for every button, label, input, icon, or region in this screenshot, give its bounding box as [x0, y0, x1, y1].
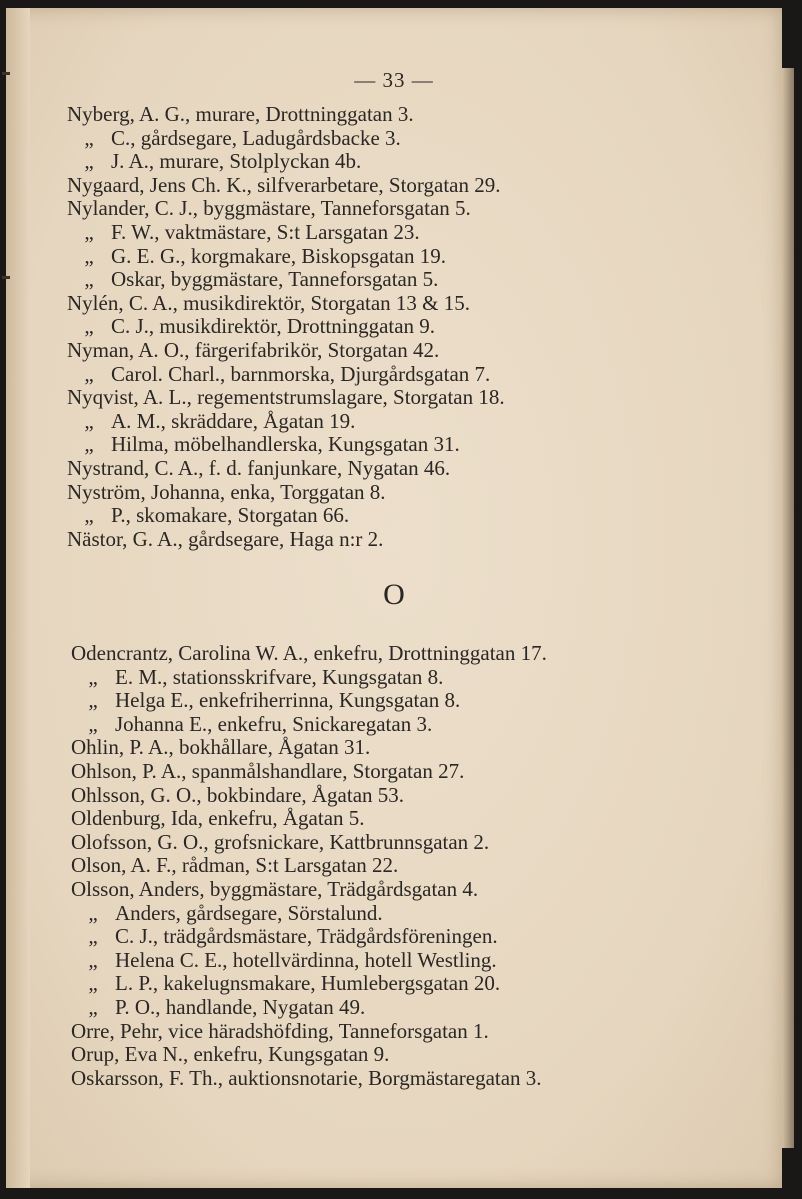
- directory-entry: [71, 1067, 547, 1091]
- entry-text: Nästor, G. A., gårdsegare, Haga n:r 2.: [67, 526, 384, 551]
- directory-entry: [67, 315, 505, 339]
- entry-text: Ohlson, P. A., spanmålshandlare, Storgatan 27.: [71, 758, 465, 783]
- directory-entry: [71, 902, 547, 926]
- entry-text: L. P., kakelugnsmakare, Humlebergsgatan 20.: [115, 971, 501, 996]
- ditto-mark: „: [84, 408, 94, 433]
- directory-entry: [67, 481, 505, 505]
- entry-text: Nyman, A. O., färgerifabrikör, Storgatan 42.: [67, 337, 440, 362]
- directory-entry: [71, 972, 547, 996]
- entry-text: Orre, Pehr, vice häradshöfding, Tanneforsgatan 1.: [71, 1018, 489, 1043]
- directory-entry: [67, 528, 505, 552]
- entry-text: Orup, Eva N., enkefru, Kungsgatan 9.: [71, 1042, 390, 1067]
- entry-text: G. E. G., korgmakare, Biskopsgatan 19.: [111, 243, 446, 268]
- ditto-mark: „: [84, 125, 94, 150]
- page-edge: [782, 68, 794, 1148]
- entry-text: C., gårdsegare, Ladugårdsbacke 3.: [111, 125, 401, 150]
- ditto-mark: „: [88, 971, 98, 996]
- entry-text: Nystrand, C. A., f. d. fanjunkare, Nygatan 46.: [67, 455, 451, 480]
- directory-entry: [67, 268, 505, 292]
- ditto-mark: „: [88, 994, 98, 1019]
- directory-entry: [67, 504, 505, 528]
- directory-entry: [71, 642, 547, 666]
- ditto-mark: „: [88, 664, 98, 689]
- ditto-mark: „: [84, 219, 94, 244]
- directory-entry: [71, 878, 547, 902]
- ditto-mark: „: [84, 432, 94, 457]
- entry-text: A. M., skräddare, Ågatan 19.: [111, 408, 356, 433]
- entry-text: Nylén, C. A., musikdirektör, Storgatan 13 & 15.: [67, 290, 470, 315]
- directory-entry: [67, 127, 505, 151]
- entry-text: E. M., stationsskrifvare, Kungsgatan 8.: [115, 664, 444, 689]
- directory-entry: [67, 433, 505, 457]
- directory-entry: [67, 386, 505, 410]
- entry-text: C. J., musikdirektör, Drottninggatan 9.: [111, 314, 436, 339]
- entry-text: Helga E., enkefriherrinna, Kungsgatan 8.: [115, 688, 461, 713]
- directory-entry: [71, 1020, 547, 1044]
- directory-entry: [67, 150, 505, 174]
- directory-entry: [71, 949, 547, 973]
- entry-text: Nyström, Johanna, enka, Torggatan 8.: [67, 479, 386, 504]
- entry-text: Odencrantz, Carolina W. A., enkefru, Drottninggatan 17.: [71, 641, 547, 665]
- entry-text: P. O., handlande, Nygatan 49.: [115, 994, 366, 1019]
- entry-text: Nyqvist, A. L., regementstrumslagare, Storgatan 18.: [67, 385, 505, 410]
- entry-text: F. W., vaktmästare, S:t Larsgatan 23.: [111, 219, 420, 244]
- directory-entry: [71, 736, 547, 760]
- entry-text: Nylander, C. J., byggmästare, Tanneforsgatan 5.: [67, 196, 471, 221]
- ditto-mark: „: [88, 924, 98, 949]
- directory-entry: [71, 925, 547, 949]
- directory-entry: [67, 363, 505, 387]
- ditto-mark: „: [84, 149, 94, 174]
- directory-entry: [71, 784, 547, 808]
- directory-entry: [71, 666, 547, 690]
- directory-entry: [71, 1043, 547, 1067]
- entry-text: Helena C. E., hotellvärdinna, hotell Westling.: [115, 947, 497, 972]
- entry-text: J. A., murare, Stolplyckan 4b.: [111, 149, 362, 174]
- entry-text: Carol. Charl., barnmorska, Djurgårdsgatan 7.: [111, 361, 491, 386]
- ditto-mark: „: [88, 947, 98, 972]
- entry-text: Olofsson, G. O., grofsnickare, Kattbrunnsgatan 2.: [71, 829, 490, 854]
- entry-text: Nyberg, A. G., murare, Drottninggatan 3.: [67, 102, 414, 126]
- directory-entry: [71, 760, 547, 784]
- directory-entry: [71, 854, 547, 878]
- directory-entry: [71, 689, 547, 713]
- entry-text: Hilma, möbelhandlerska, Kungsgatan 31.: [111, 432, 460, 457]
- directory-entry: [67, 339, 505, 363]
- ditto-mark: „: [88, 711, 98, 736]
- ditto-mark: „: [88, 900, 98, 925]
- section-letter-heading: O: [383, 578, 405, 611]
- ditto-mark: „: [84, 314, 94, 339]
- entry-text: Olsson, Anders, byggmästare, Trädgårdsgatan 4.: [71, 876, 479, 901]
- ditto-mark: „: [84, 243, 94, 268]
- ditto-mark: „: [84, 503, 94, 528]
- entry-text: Oldenburg, Ida, enkefru, Ågatan 5.: [71, 806, 365, 831]
- directory-entry: [67, 457, 505, 481]
- entry-text: Oskar, byggmästare, Tanneforsgatan 5.: [111, 267, 439, 292]
- directory-entry: [67, 103, 505, 127]
- directory-entry: [67, 292, 505, 316]
- directory-entry: [67, 174, 505, 198]
- entry-text: Anders, gårdsegare, Sörstalund.: [115, 900, 383, 925]
- directory-section-n: [67, 103, 505, 551]
- entry-text: C. J., trädgårdsmästare, Trädgårdsföreningen.: [115, 924, 498, 949]
- ditto-mark: „: [84, 267, 94, 292]
- margin-mark: [2, 276, 10, 279]
- directory-entry: [67, 410, 505, 434]
- directory-entry: [71, 713, 547, 737]
- directory-entry: [67, 221, 505, 245]
- book-page: [6, 8, 782, 1188]
- entry-text: P., skomakare, Storgatan 66.: [111, 503, 350, 528]
- entry-text: Olson, A. F., rådman, S:t Larsgatan 22.: [71, 853, 399, 878]
- directory-entry: [71, 807, 547, 831]
- directory-entry: [71, 996, 547, 1020]
- entry-text: Johanna E., enkefru, Snickaregatan 3.: [115, 711, 433, 736]
- page-number: — 33 —: [354, 68, 434, 92]
- entry-text: Ohlin, P. A., bokhållare, Ågatan 31.: [71, 735, 371, 760]
- directory-entry: [67, 245, 505, 269]
- ditto-mark: „: [88, 688, 98, 713]
- ditto-mark: „: [84, 361, 94, 386]
- directory-entry: [71, 831, 547, 855]
- directory-entry: [67, 197, 505, 221]
- entry-text: Oskarsson, F. Th., auktionsnotarie, Borgmästaregatan 3.: [71, 1065, 542, 1090]
- entry-text: Nygaard, Jens Ch. K., silfverarbetare, Storgatan 29.: [67, 172, 501, 197]
- entry-text: Ohlsson, G. O., bokbindare, Ågatan 53.: [71, 782, 405, 807]
- directory-section-o: [71, 642, 547, 1090]
